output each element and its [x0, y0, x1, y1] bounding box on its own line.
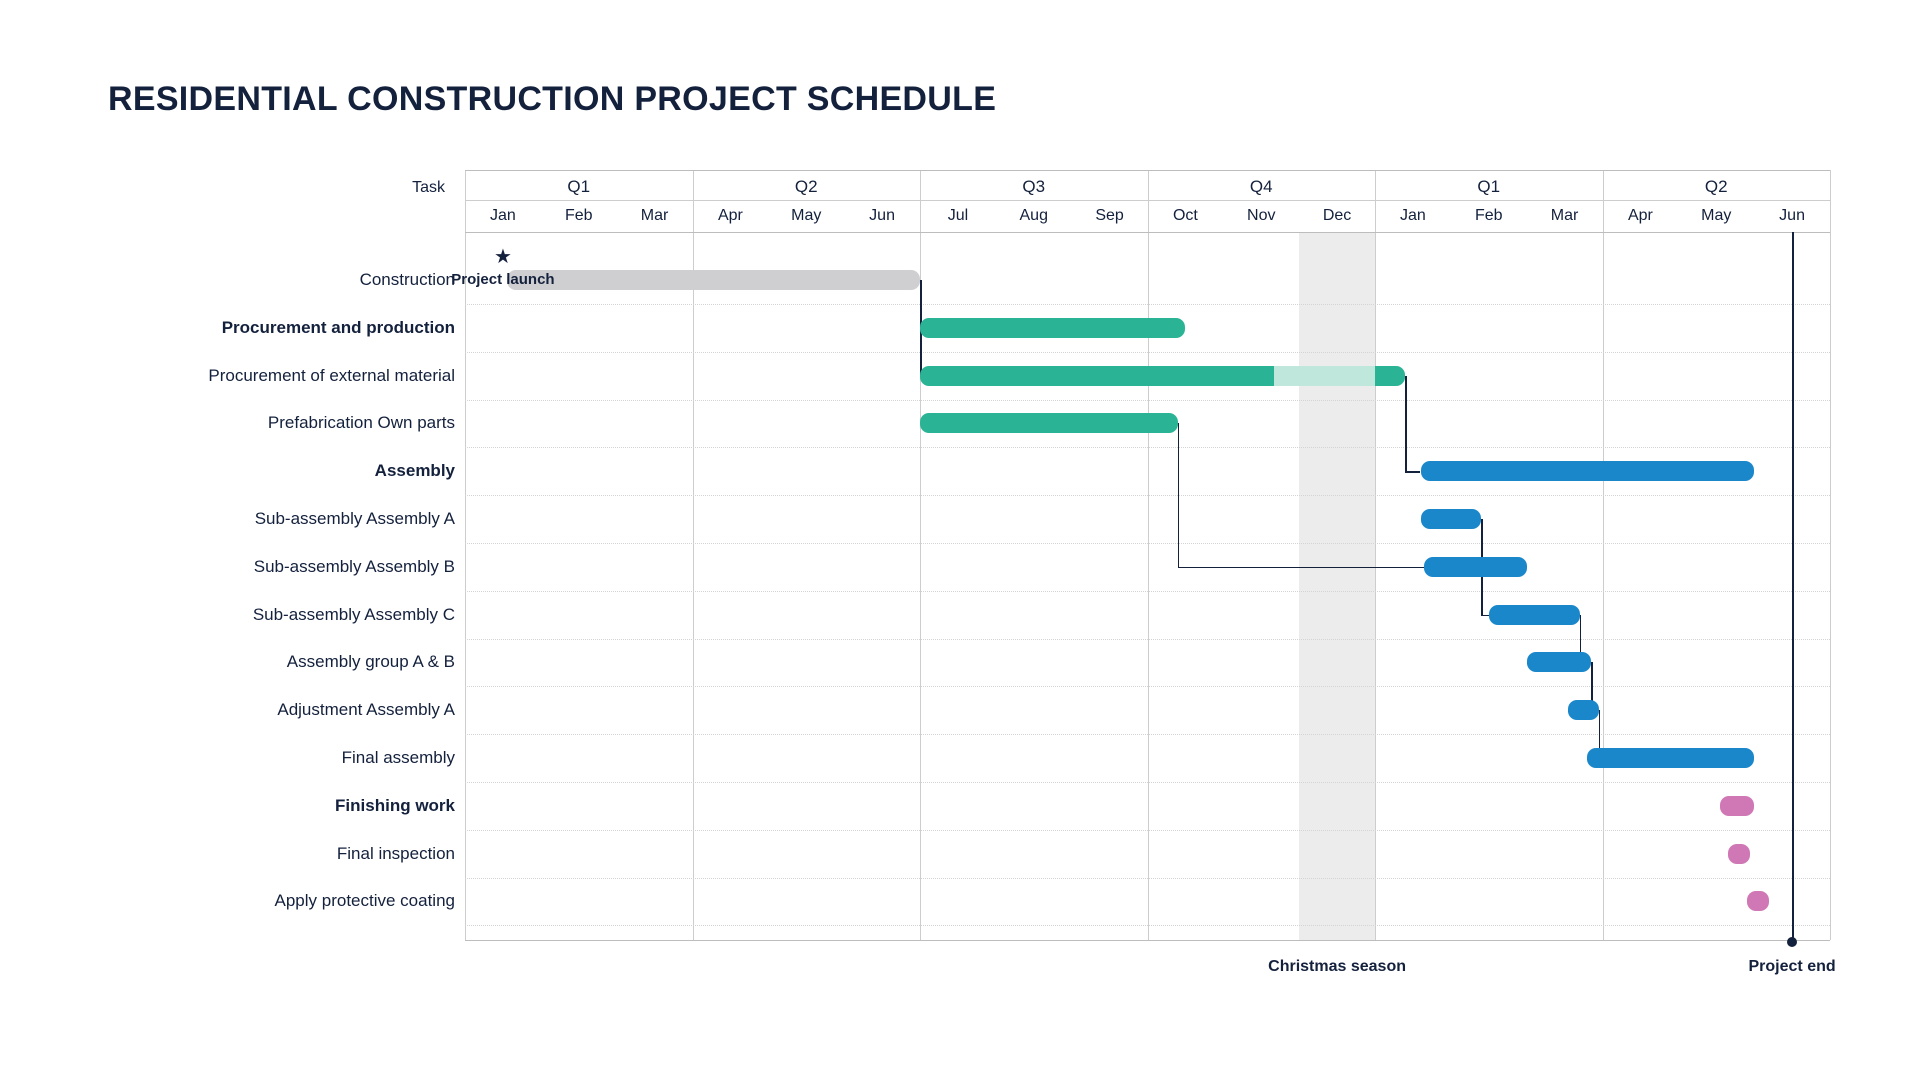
month-label: Jun [1779, 207, 1805, 224]
plot-bottom-rule [465, 940, 1830, 941]
month-label: Nov [1247, 207, 1276, 224]
dependency-link [1405, 376, 1407, 472]
row-separator [465, 543, 1830, 544]
row-separator [465, 830, 1830, 831]
row-separator [465, 734, 1830, 735]
task-label: Procurement of external material [208, 365, 455, 385]
month-label: Apr [717, 207, 743, 224]
row-separator [465, 591, 1830, 592]
month-label: Mar [640, 207, 669, 224]
task-label: Prefabrication Own parts [267, 413, 455, 433]
task-label: Final assembly [341, 748, 455, 767]
task-column-header: Task [412, 179, 445, 196]
task-label: Sub-assembly Assembly C [252, 604, 455, 624]
quarter-label: Q3 [1022, 177, 1046, 196]
quarter-gridline [1603, 170, 1604, 940]
gantt-bar[interactable] [1421, 461, 1755, 481]
quarter-label: Q2 [794, 177, 818, 196]
dependency-link [1178, 423, 1180, 566]
row-separator [465, 495, 1830, 496]
quarter-gridline [1375, 170, 1376, 940]
gantt-bar[interactable] [1527, 652, 1591, 672]
quarter-gridline [1830, 170, 1831, 940]
month-label: Feb [564, 207, 593, 224]
month-label: Mar [1550, 207, 1579, 224]
project-launch-label: Project launch [451, 271, 555, 288]
month-label: May [1701, 207, 1732, 224]
task-label: Adjustment Assembly A [277, 700, 455, 720]
gantt-bar[interactable] [1728, 844, 1751, 864]
row-separator [465, 352, 1830, 353]
christmas-band [1299, 232, 1375, 940]
gantt-bar[interactable] [1568, 700, 1598, 720]
gantt-bar[interactable] [920, 366, 1274, 386]
month-label: May [791, 207, 822, 224]
month-label: Aug [1019, 207, 1048, 224]
gantt-bar[interactable] [1421, 509, 1482, 529]
month-label: Feb [1474, 207, 1503, 224]
row-separator [465, 878, 1830, 879]
row-separator [465, 639, 1830, 640]
quarter-label: Q2 [1704, 177, 1728, 196]
month-label: Oct [1172, 207, 1198, 224]
project-end-line [1792, 232, 1794, 940]
gantt-bar[interactable] [1720, 796, 1754, 816]
header-rule [465, 170, 1830, 171]
header-rule [465, 200, 1830, 201]
month-label: Jan [490, 207, 516, 224]
row-separator [465, 447, 1830, 448]
dependency-link [1405, 471, 1420, 473]
row-separator [465, 686, 1830, 687]
quarter-label: Q1 [1477, 177, 1501, 196]
row-separator [465, 400, 1830, 401]
project-end-label: Project end [1748, 958, 1836, 975]
task-label: Apply protective coating [274, 891, 455, 911]
gantt-bar[interactable] [1424, 557, 1526, 577]
dependency-link [1178, 567, 1424, 569]
header-rule [465, 232, 1830, 233]
gantt-bar[interactable] [1747, 891, 1770, 911]
gantt-bar[interactable] [920, 413, 1178, 433]
gantt-bar-tail [1375, 366, 1405, 386]
quarter-label: Q1 [567, 177, 591, 196]
gantt-bar[interactable] [1489, 605, 1580, 625]
task-label: Final inspection [336, 843, 455, 863]
christmas-season-label: Christmas season [1268, 958, 1406, 975]
month-label: Jun [869, 207, 895, 224]
task-label: Finishing work [335, 795, 455, 815]
gantt-bar[interactable] [920, 318, 1185, 338]
gantt-bar[interactable] [507, 270, 920, 290]
task-label: Sub-assembly Assembly A [254, 509, 455, 528]
task-label: Construction [359, 270, 455, 289]
row-separator [465, 304, 1830, 305]
quarter-gridline [1148, 170, 1149, 940]
row-separator [465, 925, 1830, 926]
task-label: Assembly group A & B [286, 652, 455, 672]
page-title: RESIDENTIAL CONSTRUCTION PROJECT SCHEDULE [108, 80, 997, 118]
month-label: Jan [1400, 207, 1426, 224]
row-separator [465, 782, 1830, 783]
quarter-label: Q4 [1249, 177, 1273, 196]
task-label: Sub-assembly Assembly B [253, 556, 455, 576]
project-end-dot-icon [1787, 937, 1797, 947]
dependency-link [1481, 615, 1489, 617]
month-label: Jul [947, 207, 969, 224]
month-label: Apr [1627, 207, 1653, 224]
task-label: Assembly [374, 461, 455, 481]
project-launch-star-icon: ★ [493, 246, 512, 268]
gantt-bar[interactable] [1587, 748, 1754, 768]
month-label: Sep [1095, 207, 1124, 224]
task-label: Procurement and production [221, 317, 455, 337]
month-label: Dec [1322, 207, 1352, 224]
